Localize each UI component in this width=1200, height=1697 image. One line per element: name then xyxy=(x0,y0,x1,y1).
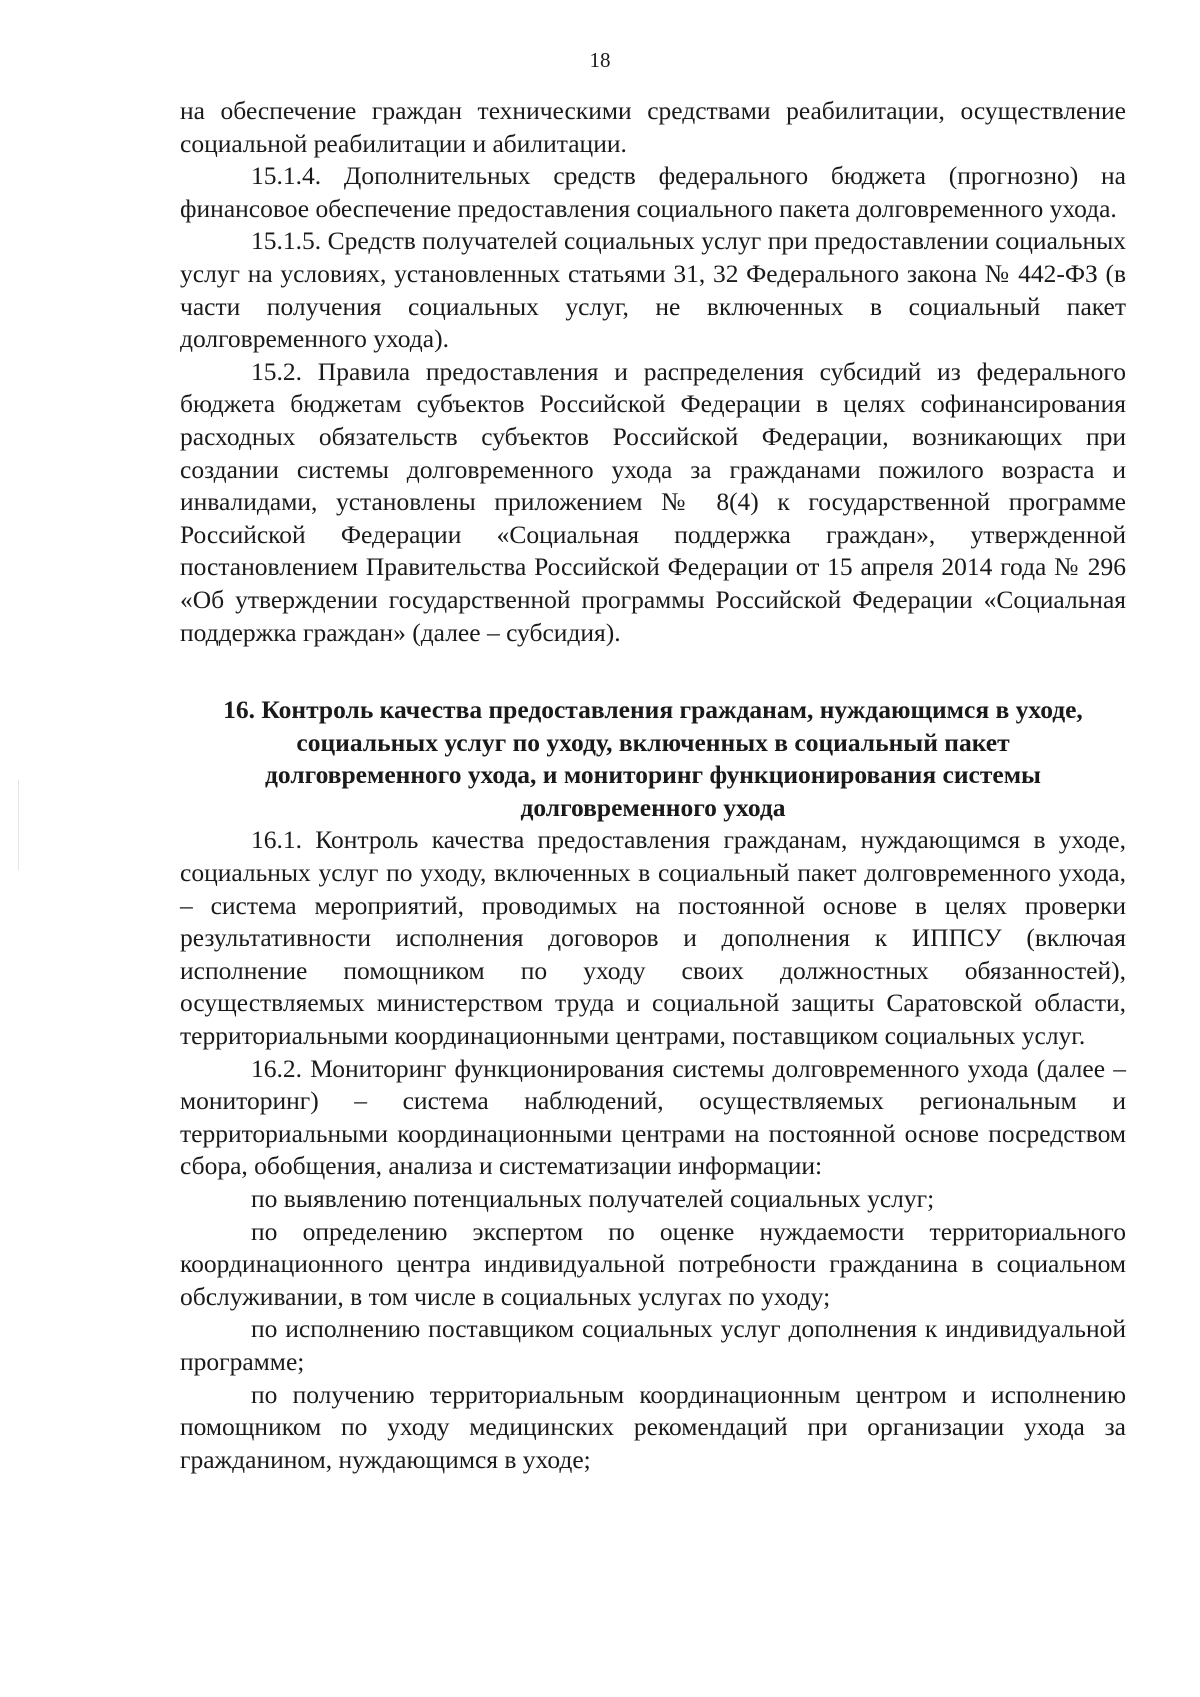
paragraph-16-2: 16.2. Мониторинг функционирования системы долговременного ухода (далее – мониторинг) – система наблюдений, осуществляемых региональным и территориальными координационными центрами на постоянной основе посредством сбора, обобщения, анализа и систематизации информации: xyxy=(180,1053,1126,1181)
list-item-medical-recommendations: по получению территориальным координационным центром и исполнению помощником по уходу медицинских рекомендаций при организации ухода за гражданином, нуждающимся в уходе; xyxy=(180,1379,1126,1474)
paragraph-15-1-5: 15.1.5. Средств получателей социальных услуг при предоставлении социальных услуг на условиях, установленных статьями 31, 32 Федерального закона № 442-ФЗ (в части получения социальных услуг, не включенных в социальный пакет долговременного ухода). xyxy=(180,226,1126,354)
page-number: 18 xyxy=(589,48,611,72)
document-body xyxy=(180,95,1126,1476)
paragraph-15-1-4: 15.1.4. Дополнительных средств федерального бюджета (прогнозно) на финансовое обеспечение предоставления социального пакета долговременного ухода. xyxy=(180,161,1126,223)
paragraph-15-2: 15.2. Правила предоставления и распределения субсидий из федерального бюджета бюджетам субъектов Российской Федерации в целях софинансирования расходных обязательств субъектов Российской Федерации, возникающих при создании системы долговременного ухода за гражданами пожилого возраста и инвалидами, установлены приложением № 8(4) к государственной программе Российской Федерации «Социальная поддержка граждан», утвержденной постановлением Правительства Российской Федерации от 15 апреля 2014 года № 296 «Об утверждении государственной программы Российской Федерации «Социальная поддержка граждан» (далее – субсидия). xyxy=(180,356,1126,647)
list-item-program-execution: по исполнению поставщиком социальных услуг дополнения к индивидуальной программе; xyxy=(180,1314,1126,1376)
paragraph-continuation: на обеспечение граждан техническими средствами реабилитации, осуществление социальной реабилитации и абилитации. xyxy=(180,96,1126,158)
list-item-identification: по выявлению потенциальных получателей социальных услуг; xyxy=(251,1184,935,1213)
section-heading-16: 16. Контроль качества предоставления гражданам, нуждающимся в уходе, социальных услуг по уходу, включенных в социальный пакет долговременного ухода, и мониторинг функционирования системы долговременного ухода xyxy=(223,695,1083,822)
list-item-assessment: по определению экспертом по оценке нуждаемости территориального координационного центра индивидуальной потребности гражданина в социальном обслуживании, в том числе в социальных услугах по уходу; xyxy=(180,1216,1126,1311)
scan-artifact-line xyxy=(18,780,19,870)
paragraph-16-1: 16.1. Контроль качества предоставления гражданам, нуждающимся в уходе, социальных услуг по уходу, включенных в социальный пакет долговременного ухода, – система мероприятий, проводимых на постоянной основе в целях проверки результативности исполнения договоров и дополнения к ИППСУ (включая исполнение помощником по уходу своих должностных обязанностей), осуществляемых министерством труда и социальной защиты Саратовской области, территориальными координационными центрами, поставщиком социальных услуг. xyxy=(180,825,1126,1051)
